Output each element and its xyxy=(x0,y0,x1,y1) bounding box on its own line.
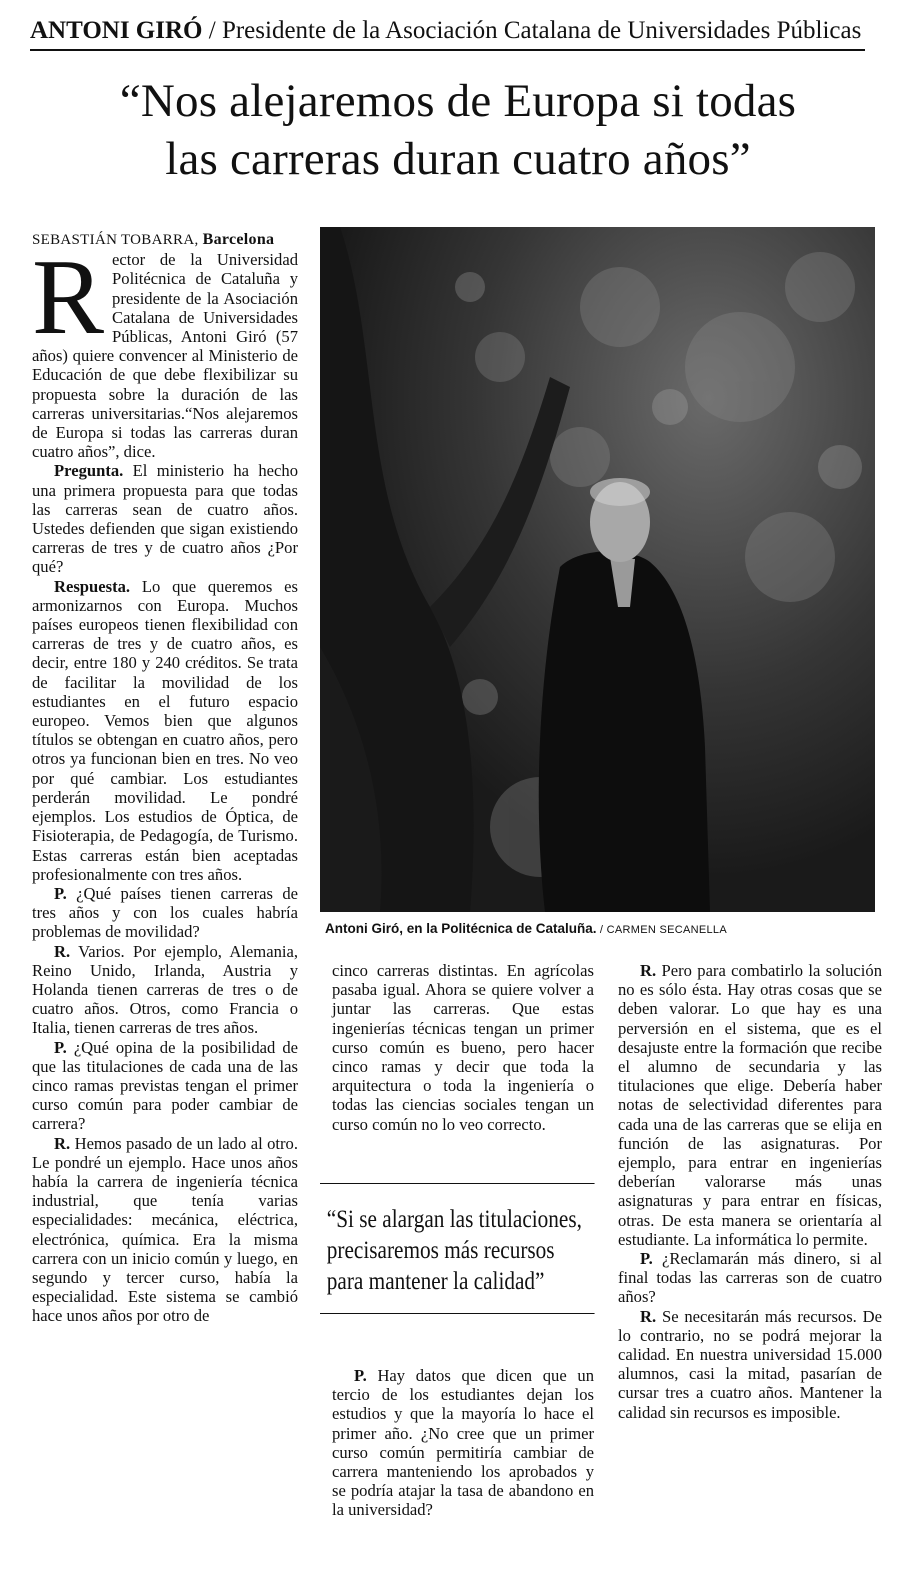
interviewee-name: ANTONI GIRÓ xyxy=(30,17,203,44)
headline-line-2: las carreras duran cuatro años” xyxy=(165,133,751,185)
qa-label: P. xyxy=(54,1037,67,1057)
qa-paragraph xyxy=(618,1249,882,1307)
pull-quote: “Si se alargan las titulaciones, precisaremos más recursos para mantener la calidad” xyxy=(320,1183,595,1314)
qa-label: R. xyxy=(54,1133,71,1153)
qa-text: Lo que queremos es armonizarnos con Europa. Muchos países europeos tienen flexibilidad con carreras de tres y de cuatro años, es decir, entre 180 y 240 créditos. Se trata de facilitar la movilidad de los estudiantes en el futuro espacio europeo. Vemos bien que algunos títulos se obtengan en cuatro años, pero otros ya funcionan bien en tres. No veo por qué cambiar. Los estudiantes perderán movilidad. Le pondré ejemplos. Los estudios de Óptica, de Fisioterapia, de Pedagogía, de Turismo. Estas carreras están bien aceptadas profesionalmente con tres años. xyxy=(32,576,298,884)
headline-line-1: “Nos alejaremos de Europa si todas xyxy=(119,75,797,127)
continuation-paragraph: cinco carreras distintas. En agrícolas pasaba igual. Ahora se quiere volver a juntar las carreras. Que estas ingenierías técnicas tengan un primer curso común es bueno, pero hacer cinco ramas y decir que toda la arquitectura o toda la ingeniería o todas las ciencias sociales tengan un curso común no lo veo correcto. xyxy=(332,961,594,1134)
photo-caption xyxy=(325,921,885,936)
drop-cap: R xyxy=(32,238,105,358)
qa-text: Hemos pasado de un lado al otro. Le pondré un ejemplo. Hace unos años había la carrera de ingeniería técnica industrial, que tenía varias especialidades: mecánica, eléctrica, electrónica, química. Era la misma carrera con un inicio común y luego, en segundo y tercer curso, había la especialidad. Este sistema se cambió hace unos años por otro de xyxy=(32,1133,298,1326)
qa-paragraph xyxy=(32,1038,298,1134)
byline-city: Barcelona xyxy=(202,231,275,248)
qa-paragraph xyxy=(32,884,298,942)
qa-text: Varios. Por ejemplo, Alemania, Reino Unido, Irlanda, Austria y Holanda tienen carreras de tres o de cuatro años. Otros, como Francia o Italia, tienen carreras de tres años. xyxy=(32,941,298,1038)
qa-text: El ministerio ha hecho una primera propuesta para que todas las carreras sean de cuatro años. Ustedes defienden que sigan existiendo carreras de tres y de cuatro años ¿Por qué? xyxy=(32,461,298,577)
qa-label: P. xyxy=(640,1249,653,1269)
qa-label: Pregunta. xyxy=(54,461,124,481)
byline-author: SEBASTIÁN TOBARRA, xyxy=(32,232,199,248)
interviewee-role: Presidente de la Asociación Catalana de Universidades Públicas xyxy=(221,17,862,44)
headline xyxy=(38,72,878,188)
qa-label: P. xyxy=(54,883,67,903)
qa-text: Hay datos que dicen que un tercio de los estudiantes dejan los estudios y que la mayoría lo hace el primer año. ¿No cree que un primer curso común permitiría cambiar de carrera manteniendo los aprobados y se podría atajar la tasa de abandono en la universidad? xyxy=(332,1366,594,1520)
column-2 xyxy=(332,961,594,1134)
qa-paragraph xyxy=(32,461,298,576)
qa-paragraph xyxy=(32,1134,298,1326)
qa-text: ¿Reclamarán más dinero, si al final todas las carreras son de cuatro años? xyxy=(618,1249,882,1307)
section-header xyxy=(30,16,865,51)
column-1 xyxy=(32,230,298,1326)
column-3 xyxy=(618,961,882,1422)
qa-text: ¿Qué opina de la posibilidad de que las titulaciones de cada una de las cinco ramas previstas tengan el primer curso común para poder cambiar de carrera? xyxy=(32,1037,298,1134)
header-separator: / xyxy=(202,17,222,44)
qa-label: R. xyxy=(640,1306,657,1326)
qa-paragraph xyxy=(32,577,298,884)
photo-credit: / CARMEN SECANELLA xyxy=(596,924,727,936)
qa-text: Se necesitarán más recursos. De lo contrario, no se podrá mejorar la calidad. En nuestra universidad 15.000 alumnos, casi la mitad, pasarían de cursar tres a cuatro años. Mantener la calidad sin recursos es imposible. xyxy=(618,1306,882,1422)
qa-paragraph xyxy=(332,1366,594,1520)
qa-paragraph xyxy=(618,1307,882,1422)
qa-label: R. xyxy=(640,961,657,980)
intro-text: ector de la Universidad Politécnica de Cataluña y presidente de la Asociación Catalana de Universidades Públicas, Antoni Giró (57 años) quiere convencer al Ministerio de Educación de que debe flexibilizar su propuesta sobre la duración de las carreras universitarias.“Nos alejaremos de Europa si todas las carreras duran cuatro años”, dice. xyxy=(32,250,298,462)
column-2-lower xyxy=(332,1366,594,1520)
photo-illustration xyxy=(320,227,875,912)
qa-paragraph xyxy=(618,961,882,1249)
qa-label: Respuesta. xyxy=(54,576,131,596)
qa-text: ¿Qué países tienen carreras de tres años y con los cuales habría problemas de movilidad? xyxy=(32,883,298,942)
qa-label: R. xyxy=(54,941,71,961)
caption-text: Antoni Giró, en la Politécnica de Cataluña. xyxy=(325,921,597,936)
qa-paragraph xyxy=(32,942,298,1038)
byline xyxy=(32,230,298,250)
photo-antoni-giro xyxy=(320,227,875,912)
qa-text: Pero para combatirlo la solución no es sólo ésta. Hay otras cosas que se deben valorar. Lo que hay es una perversión en el sistema, que es el desajuste entre la formación que recibe el alumno de secundaria y las titulaciones que elige. Debería haber notas de selectividad diferentes para cada una de las carreras que se elija en función de las asignaturas. Por ejemplo, para entrar en ingenierías deberían valorarse más unas asignaturas y para entrar en físicas, otras. De esta manera se orientaría al estudiante. La informática lo permite. xyxy=(618,961,882,1249)
qa-label: P. xyxy=(354,1366,367,1385)
